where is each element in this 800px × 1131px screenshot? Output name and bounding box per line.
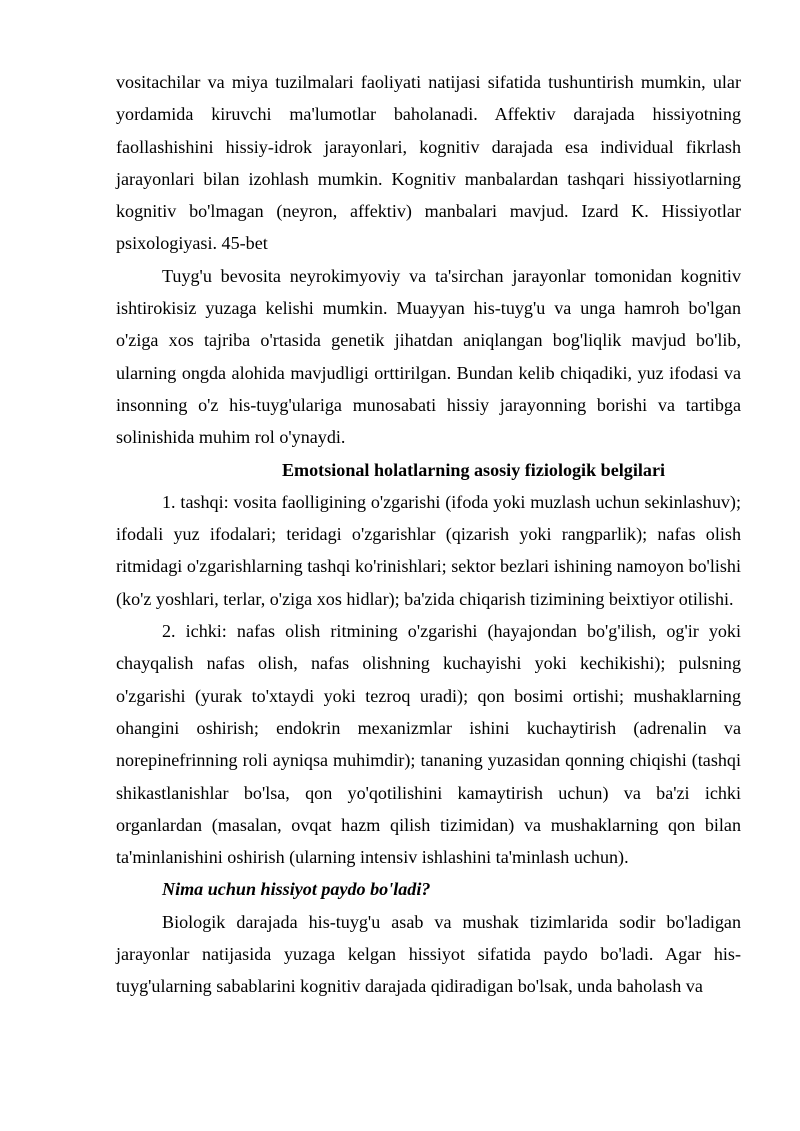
list-item-external: 1. tashqi: vosita faolligining o'zgarishi (ifoda yoki muzlash uchun sekinlashuv); ifodali yuz ifodalari; teridagi o'zgarishlar (qizarish yoki rangparlik); nafas olish ritmidagi o'zgarishlarning tashqi ko'rinishlari; sektor bezlari ishining namoyon bo'lishi (ko'z yoshlari, terlar, o'ziga xos hidlar); ba'zida chiqarish tizimining beixtiyor otilishi. (116, 491, 741, 609)
paragraph-continuation: vositachilar va miya tuzilmalari faoliyati natijasi sifatida tushuntirish mumkin, ular yordamida kiruvchi ma'lumotlar baholanadi. Affektiv darajada hissiyotning faollashishini hissiy-idrok jarayonlari, kognitiv darajada esa individual fikrlash jarayonlari bilan izohlash mumkin. Kognitiv manbalardan tashqari hissiyotlarning kognitiv bo'lmagan (neyron, affektiv) manbalari mavjud. Izard K. Hissiyotlar psixologiyasi. 45-bet (116, 72, 741, 254)
document-page (116, 66, 741, 1003)
list-item-internal: 2. ichki: nafas olish ritmining o'zgarishi (hayajondan bo'g'ilish, og'ir yoki chayqalish nafas olish, nafas olishning kuchayishi yoki kechikishi); pulsning o'zgarishi (yurak to'xtaydi yoki tezroq uradi); qon bosimi ortishi; mushaklarning ohangini oshirish; endokrin mexanizmlar ishini kuchaytirish (adrenalin va norepinefrinning roli ayniqsa muhimdir); tananing yuzasidan qonning chiqishi (tashqi shikastlanishlar bo'lsa, qon yo'qotilishini kamaytirish uchun) va ba'zi ichki organlardan (masalan, ovqat hazm qilish tizimidan) va mushaklarning qon bilan ta'minlanishini oshirish (ularning intensiv ishlashini ta'minlash uchun). (116, 621, 741, 868)
question-heading: Nima uchun hissiyot paydo bo'ladi? (162, 879, 431, 900)
paragraph-feeling: Tuyg'u bevosita neyrokimyoviy va ta'sirchan jarayonlar tomonidan kognitiv ishtirokisiz yuzaga kelishi mumkin. Muayyan his-tuyg'u va unga hamroh bo'lgan o'ziga xos tajriba o'rtasida genetik jihatdan aniqlangan bog'liqlik mavjud bo'lib, ularning ongda alohida mavjudligi orttirilgan. Bundan kelib chiqadiki, yuz ifodasi va insonning o'z his-tuyg'ulariga munosabati hissiy jarayonning borishi va tartibga solinishida muhim rol o'ynaydi. (116, 265, 741, 448)
paragraph-biological: Biologik darajada his-tuyg'u asab va mushak tizimlarida sodir bo'ladigan jarayonlar natijasida yuzaga kelgan hissiyot sifatida paydo bo'ladi. Agar his-tuyg'ularning sabablarini kognitiv darajada qidiradigan bo'lsak, unda baholash va (116, 911, 741, 997)
section-heading: Emotsional holatlarning asosiy fiziologik belgilari (281, 459, 666, 480)
